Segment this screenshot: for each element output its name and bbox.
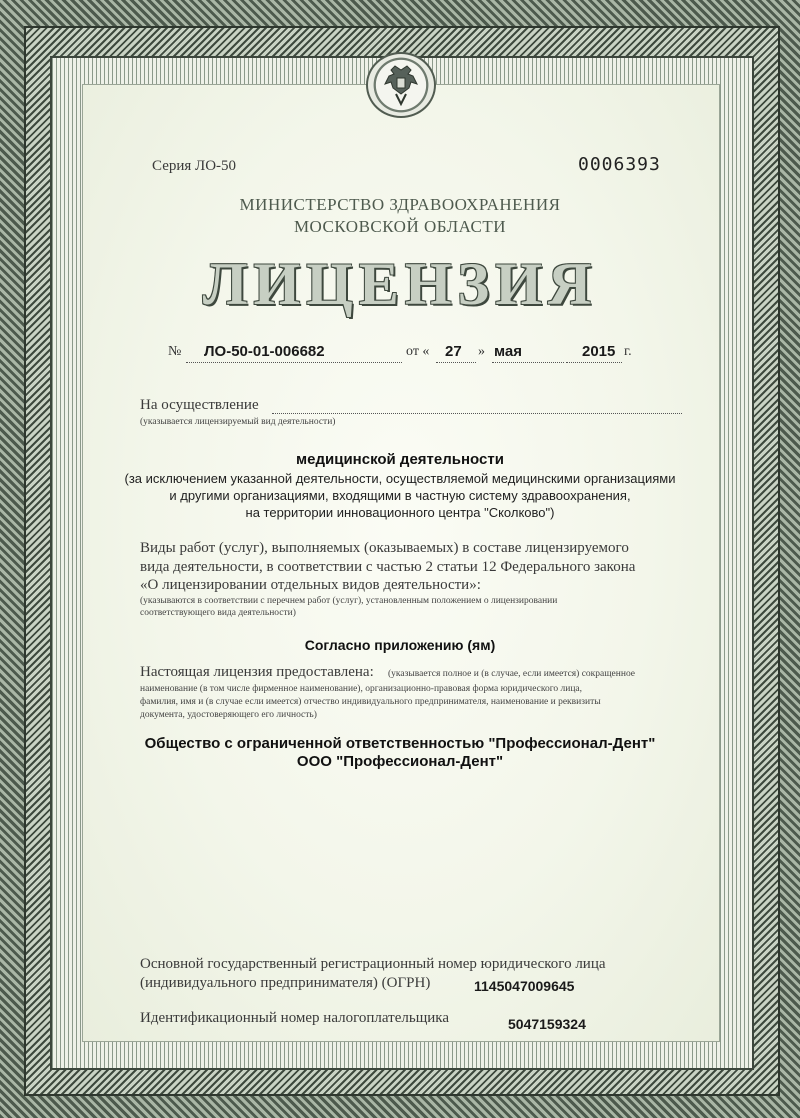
works-text-line1: Виды работ (услуг), выполняемых (оказываемых) в составе лицензируемого bbox=[140, 540, 629, 556]
holder-hint-line1: наименование (в том числе фирменное наименование), организационно-правовая форма юридического лица, bbox=[140, 684, 583, 694]
license-month: мая bbox=[494, 343, 522, 360]
ogrn-label-line2: (индивидуального предпринимателя) (ОГРН) bbox=[140, 975, 431, 991]
works-value: Согласно приложению (ям) bbox=[304, 637, 496, 653]
coat-of-arms-emblem bbox=[366, 52, 436, 118]
works-hint-line1: (указываются в соответствии с перечнем работ (услуг), установленным положением о лицензировании bbox=[140, 596, 558, 606]
document-title: ЛИЦЕНЗИЯ bbox=[202, 251, 598, 317]
date-close-quote: » bbox=[478, 344, 485, 359]
blank-number: 0006393 bbox=[578, 154, 661, 175]
number-underline bbox=[186, 362, 402, 363]
activity-hint: (указывается лицензируемый вид деятельности) bbox=[140, 417, 336, 427]
inn-label: Идентификационный номер налогоплательщика bbox=[140, 1010, 450, 1026]
license-year: 2015 bbox=[582, 343, 616, 360]
holder-label: Настоящая лицензия предоставлена: bbox=[140, 664, 374, 680]
license-number: ЛО-50-01-006682 bbox=[204, 343, 325, 360]
ogrn-value: 1145047009645 bbox=[474, 978, 575, 994]
ministry-name-line2: МОСКОВСКОЙ ОБЛАСТИ bbox=[293, 217, 507, 236]
holder-hint-first: (указывается полное и (в случае, если имеется) сокращенное bbox=[388, 669, 636, 679]
day-underline bbox=[436, 362, 476, 363]
holder-hint-line2: фамилия, имя и (в случае если имеется) отчество индивидуального предпринимателя, наименование и реквизиты bbox=[140, 697, 601, 707]
works-text-line2: вида деятельности, в соответствии с частью 2 статьи 12 Федерального закона bbox=[140, 559, 636, 575]
license-day: 27 bbox=[445, 343, 462, 360]
inn-value: 5047159324 bbox=[508, 1016, 586, 1032]
activity-name: медицинской деятельности bbox=[296, 451, 504, 468]
month-underline bbox=[492, 362, 564, 363]
double-headed-eagle-icon bbox=[381, 64, 421, 106]
activity-detail-line3: на территории инновационного центра "Сколково") bbox=[245, 505, 555, 520]
ogrn-label-line1: Основной государственный регистрационный номер юридического лица bbox=[140, 956, 606, 972]
number-sign: № bbox=[168, 344, 182, 359]
activity-detail-line2: и другими организациями, входящими в частную систему здравоохранения, bbox=[169, 488, 631, 503]
holder-short-name: ООО "Профессионал-Дент" bbox=[296, 753, 504, 770]
year-suffix: г. bbox=[624, 344, 632, 359]
works-text-line3: «О лицензировании отдельных видов деятельности»: bbox=[140, 577, 481, 593]
year-underline bbox=[566, 362, 622, 363]
activity-underline bbox=[272, 413, 682, 414]
activity-label: На осуществление bbox=[140, 397, 259, 413]
holder-hint-line3: документа, удостоверяющего его личность) bbox=[140, 710, 317, 720]
ministry-name-line1: МИНИСТЕРСТВО ЗДРАВООХРАНЕНИЯ bbox=[239, 195, 561, 214]
holder-full-name: Общество с ограниченной ответственностью "Профессионал-Дент" bbox=[144, 735, 656, 752]
series-label: Серия ЛО-50 bbox=[152, 158, 237, 174]
works-hint-line2: соответствующего вида деятельности) bbox=[140, 608, 296, 618]
date-from-label: от « bbox=[406, 344, 430, 359]
activity-detail-line1: (за исключением указанной деятельности, осуществляемой медицинскими организациями bbox=[124, 471, 676, 486]
